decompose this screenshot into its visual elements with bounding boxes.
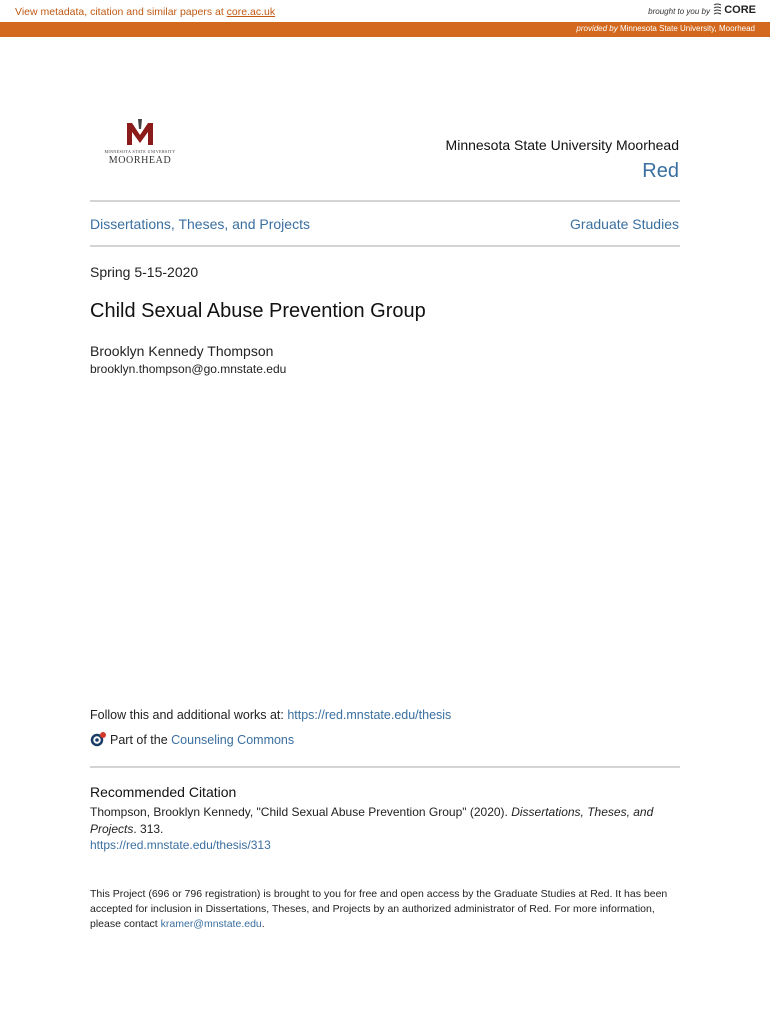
access-notice: [90, 887, 672, 932]
core-logo-label: CORE: [724, 4, 756, 16]
access-notice-text: This Project (696 or 796 registration) is brought to you for free and open access by the Graduate Studies at Red. It has been accepted for inclusion in Dissertations, Theses, and Projects by an authorized administrator of Red. For more information, please contact: [90, 888, 668, 930]
metadata-text: View metadata, citation and similar papers at: [15, 6, 227, 18]
follow-label: Follow this and additional works at:: [90, 708, 288, 722]
core-logo[interactable]: [713, 3, 756, 16]
publication-date: Spring 5-15-2020: [90, 264, 199, 280]
citation-text-after: . 313.: [133, 822, 164, 836]
provided-by-text: [576, 24, 755, 33]
counseling-commons-link[interactable]: Counseling Commons: [171, 733, 295, 747]
core-top-banner: [0, 0, 770, 22]
contact-email-link[interactable]: kramer@mnstate.edu: [160, 918, 262, 930]
university-logo[interactable]: [100, 117, 180, 171]
part-of-prefix: Part of the: [110, 733, 172, 747]
department-link[interactable]: Graduate Studies: [570, 216, 679, 232]
divider-citation: [90, 766, 680, 768]
metadata-notice: [15, 6, 275, 18]
series-link[interactable]: Dissertations, Theses, and Projects: [90, 216, 310, 232]
core-logo-icon: [713, 3, 722, 15]
citation-text: [90, 804, 682, 838]
follow-url-link[interactable]: https://red.mnstate.edu/thesis: [287, 708, 452, 722]
moorhead-m-logo-icon: [124, 117, 156, 147]
citation-url-link[interactable]: https://red.mnstate.edu/thesis/313: [90, 838, 271, 852]
provided-prefix: provided by: [576, 24, 618, 33]
citation-series: Dissertations, Theses, and Projects: [90, 805, 654, 836]
commons-network-icon: [90, 731, 108, 747]
brought-to-you-text: brought to you by: [648, 7, 710, 16]
part-of-line: [90, 731, 294, 747]
university-name: Minnesota State University Moorhead: [445, 137, 679, 153]
author-email: brooklyn.thompson@go.mnstate.edu: [90, 362, 287, 376]
author-name: Brooklyn Kennedy Thompson: [90, 343, 274, 359]
citation-heading: Recommended Citation: [90, 784, 237, 800]
follow-line: [90, 708, 451, 722]
divider-top: [90, 200, 680, 202]
repository-link[interactable]: Red: [642, 160, 679, 182]
access-notice-end: .: [261, 918, 265, 930]
logo-small-text: MINNESOTA STATE UNIVERSITY: [104, 149, 176, 154]
citation-text-before: Thompson, Brooklyn Kennedy, "Child Sexual Abuse Prevention Group" (2020).: [90, 805, 512, 819]
divider-nav: [90, 245, 680, 247]
core-provider-bar: [0, 22, 770, 37]
provided-source: Minnesota State University, Moorhead: [619, 24, 755, 33]
core-link[interactable]: core.ac.uk: [226, 6, 276, 18]
logo-name: MOORHEAD: [108, 155, 172, 166]
document-title: Child Sexual Abuse Prevention Group: [90, 300, 426, 322]
